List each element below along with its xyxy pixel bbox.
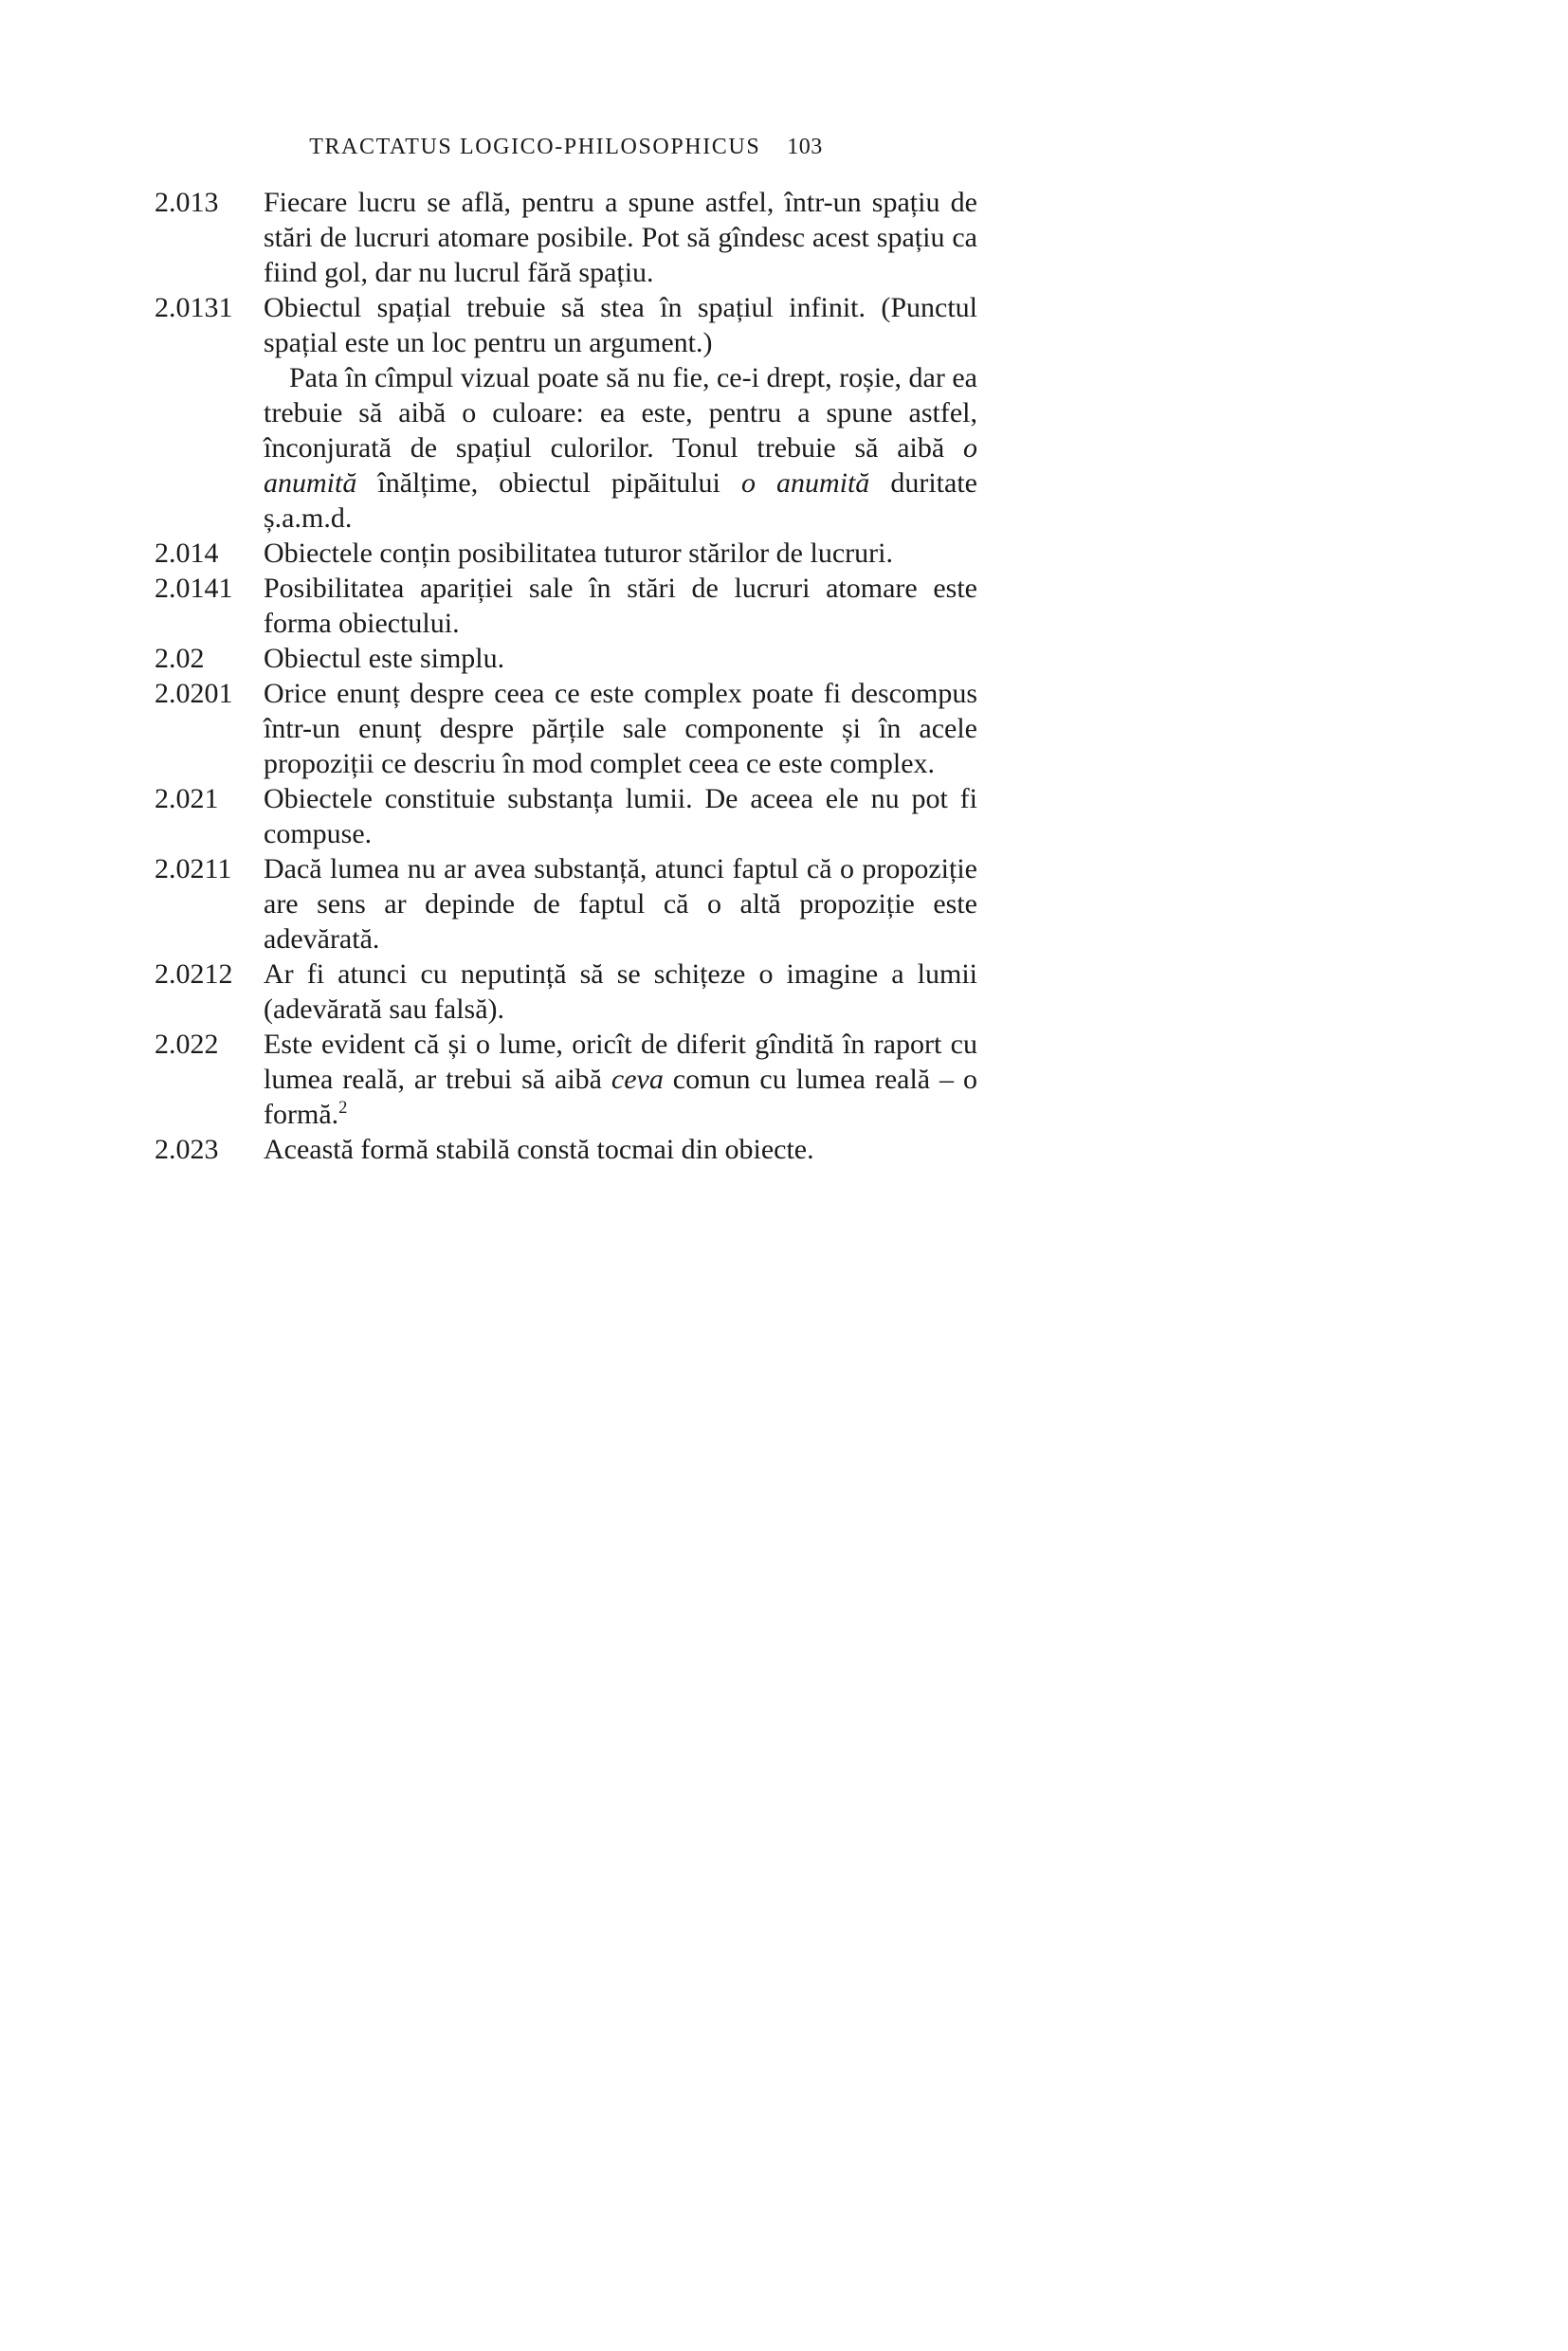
proposition-number: 2.0131 xyxy=(155,292,233,323)
text-segment: o anumită xyxy=(740,467,870,499)
running-head xyxy=(155,135,977,160)
text-segment: o anumită xyxy=(264,432,977,499)
text-segment: comun cu lumea reală – o formă. xyxy=(264,1064,977,1130)
proposition-paragraph xyxy=(264,185,977,290)
proposition-body xyxy=(264,676,977,781)
proposition-row xyxy=(155,1132,977,1167)
proposition-body xyxy=(264,185,977,290)
proposition-number: 2.023 xyxy=(155,1134,219,1165)
proposition-number: 2.02 xyxy=(155,643,205,674)
proposition-paragraph xyxy=(264,851,977,957)
proposition-number: 2.0211 xyxy=(155,853,232,884)
proposition-row xyxy=(155,641,977,676)
page-content xyxy=(155,135,977,1167)
proposition-row xyxy=(155,676,977,781)
text-segment: Obiectul spațial trebuie să stea în spațiul infinit. (Punctul spațial este un loc pentru un argument.) xyxy=(264,292,977,358)
text-segment: Posibilitatea apariției sale în stări de lucruri atomare este forma obiectului. xyxy=(264,573,977,639)
text-segment: ceva xyxy=(611,1064,664,1095)
proposition-number: 2.013 xyxy=(155,187,219,218)
text-segment: Obiectele conțin posibilitatea tuturor stărilor de lucruri. xyxy=(264,538,893,569)
proposition-body xyxy=(264,1132,977,1167)
proposition-number: 2.014 xyxy=(155,538,219,569)
proposition-paragraph xyxy=(264,536,977,571)
proposition-number: 2.022 xyxy=(155,1029,219,1060)
proposition-paragraph xyxy=(264,290,977,360)
proposition-body xyxy=(264,781,977,851)
text-segment: Dacă lumea nu ar avea substanță, atunci faptul că o propoziție are sens ar depinde de faptul că o altă propoziție este adevărată. xyxy=(264,853,977,955)
text-segment: Pata în cîmpul vizual poate să nu fie, ce-i drept, roșie, dar ea trebuie să aibă o culoare: ea este, pentru a spune astfel, înconjurată de spațiul culorilor. Tonul trebuie să aibă xyxy=(264,362,977,464)
text-segment: Obiectul este simplu. xyxy=(264,643,505,674)
proposition-number: 2.0212 xyxy=(155,958,233,990)
proposition-row xyxy=(155,781,977,851)
proposition-row xyxy=(155,1027,977,1132)
proposition-row xyxy=(155,290,977,536)
text-segment: înălțime, obiectul pipăitului xyxy=(356,467,741,499)
proposition-body xyxy=(264,571,977,641)
footnote-marker: 2 xyxy=(338,1098,348,1118)
proposition-row xyxy=(155,185,977,290)
text-segment: Această formă stabilă constă tocmai din obiecte. xyxy=(264,1134,814,1165)
proposition-paragraph xyxy=(264,957,977,1027)
proposition-number: 2.0141 xyxy=(155,573,233,604)
text-segment: Fiecare lucru se află, pentru a spune astfel, într-un spațiu de stări de lucruri atomare posibile. Pot să gîndesc acest spațiu ca fiind gol, dar nu lucrul fără spațiu. xyxy=(264,187,977,288)
text-segment: duritate ș.a.m.d. xyxy=(264,467,977,534)
proposition-paragraph xyxy=(264,1027,977,1132)
proposition-number: 2.021 xyxy=(155,783,219,814)
proposition-row xyxy=(155,851,977,957)
proposition-body xyxy=(264,851,977,957)
proposition-paragraph xyxy=(264,360,977,536)
proposition-row xyxy=(155,536,977,571)
page-number: 103 xyxy=(787,135,823,159)
proposition-row xyxy=(155,957,977,1027)
proposition-body xyxy=(264,536,977,571)
proposition-paragraph xyxy=(264,571,977,641)
proposition-body xyxy=(264,957,977,1027)
proposition-paragraph xyxy=(264,1132,977,1167)
running-head-title: TRACTATUS LOGICO-PHILOSOPHICUS xyxy=(309,135,761,159)
text-segment: Este evident că și o lume, oricît de diferit gîndită în raport cu lumea reală, ar trebui să aibă xyxy=(264,1029,977,1095)
text-segment: Orice enunț despre ceea ce este complex poate fi descompus într-un enunț despre părțile sale componente și în acele propoziții ce descriu în mod complet ceea ce este complex. xyxy=(264,678,977,779)
proposition-body xyxy=(264,290,977,536)
proposition-paragraph xyxy=(264,781,977,851)
proposition-paragraph xyxy=(264,676,977,781)
proposition-paragraph xyxy=(264,641,977,676)
propositions-list xyxy=(155,185,977,1167)
text-segment: Obiectele constituie substanța lumii. De aceea ele nu pot fi compuse. xyxy=(264,783,977,849)
proposition-number: 2.0201 xyxy=(155,678,233,709)
proposition-body xyxy=(264,641,977,676)
text-segment: Ar fi atunci cu neputință să se schițeze o imagine a lumii (adevărată sau falsă). xyxy=(264,958,977,1025)
proposition-row xyxy=(155,571,977,641)
proposition-body xyxy=(264,1027,977,1132)
